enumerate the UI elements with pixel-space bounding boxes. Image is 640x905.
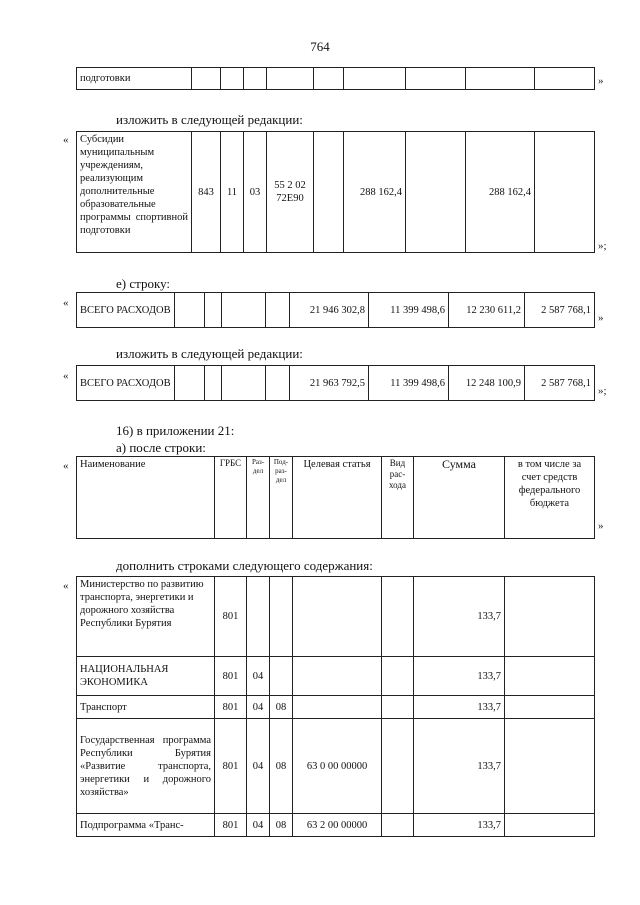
table-row: [77, 696, 595, 719]
cell-subsection: 08: [270, 696, 293, 719]
open-quote: «: [63, 134, 69, 146]
cell-amount: 2 587 768,1: [525, 293, 595, 328]
header-section: Раз-дел: [247, 457, 270, 539]
table-prev-row: [76, 67, 595, 90]
cell-name: Министерство по развитию транспорта, энергетики и дорожного хозяйства Республики Бурятия: [77, 577, 215, 657]
section-heading: 16) в приложении 21:: [116, 423, 235, 438]
header-sum: Сумма: [414, 457, 505, 539]
cell-name: НАЦИОНАЛЬНАЯ ЭКОНОМИКА: [77, 657, 215, 696]
header-target: Целевая статья: [293, 457, 382, 539]
cell-amount: 133,7: [414, 577, 505, 657]
close-quote: »: [598, 75, 604, 87]
cell-name: ВСЕГО РАСХОДОВ: [77, 366, 175, 401]
cell-grbs: 843: [192, 132, 221, 253]
close-quote: »;: [598, 240, 607, 252]
table-added-rows: [76, 576, 595, 837]
table-row: [77, 366, 595, 401]
cell-name: подготовки: [77, 68, 192, 90]
cell-amount: 133,7: [414, 814, 505, 837]
cell-amount-2: 288 162,4: [466, 132, 535, 253]
cell-name: Подпрограмма «Транс-: [77, 814, 215, 837]
open-quote: «: [63, 370, 69, 382]
cell-target: 55 2 02 72Е90: [267, 132, 314, 253]
cell-subsection: 03: [244, 132, 267, 253]
cell-amount: 133,7: [414, 657, 505, 696]
cell-grbs: 801: [215, 814, 247, 837]
open-quote: «: [63, 297, 69, 309]
instruction-text: а) после строки:: [116, 440, 206, 455]
cell-amount: 21 963 792,5: [290, 366, 369, 401]
header-name: Наименование: [77, 457, 215, 539]
cell-section: 11: [221, 132, 244, 253]
cell-amount: 12 230 611,2: [449, 293, 525, 328]
cell-section: 04: [247, 696, 270, 719]
close-quote: »;: [598, 385, 607, 397]
cell-amount: 133,7: [414, 719, 505, 814]
cell-name: Транспорт: [77, 696, 215, 719]
cell-grbs: 801: [215, 657, 247, 696]
cell-section: 04: [247, 719, 270, 814]
close-quote: »: [598, 520, 604, 532]
table-row: [77, 657, 595, 696]
open-quote: «: [63, 460, 69, 472]
cell-section: 04: [247, 657, 270, 696]
table-row: [77, 719, 595, 814]
cell-amount: 11 399 498,6: [369, 293, 449, 328]
table-row: [77, 814, 595, 837]
table-row: [77, 132, 595, 253]
table-header: [76, 456, 595, 539]
instruction-text: изложить в следующей редакции:: [116, 112, 303, 127]
table-row: [77, 293, 595, 328]
cell-section: 04: [247, 814, 270, 837]
cell-amount: 12 248 100,9: [449, 366, 525, 401]
cell-subsection: 08: [270, 719, 293, 814]
cell-subsection: 08: [270, 814, 293, 837]
cell-name: Субсидии муниципальным учреждениям, реализующим дополнительные образовательные программы спортивной подготовки: [77, 132, 192, 253]
cell-target: 63 2 00 00000: [293, 814, 382, 837]
instruction-text: дополнить строками следующего содержания:: [116, 558, 373, 573]
header-expense-type: Вид рас-хода: [382, 457, 414, 539]
instruction-text: е) строку:: [116, 276, 171, 291]
cell-amount: 21 946 302,8: [290, 293, 369, 328]
table-row: [77, 577, 595, 657]
cell-grbs: 801: [215, 719, 247, 814]
cell-amount: 288 162,4: [344, 132, 406, 253]
header-grbs: ГРБС: [215, 457, 247, 539]
cell-amount: 2 587 768,1: [525, 366, 595, 401]
header-subsection: Под-раз-дел: [270, 457, 293, 539]
cell-amount: 133,7: [414, 696, 505, 719]
table-row: [77, 68, 595, 90]
cell-amount: 11 399 498,6: [369, 366, 449, 401]
open-quote: «: [63, 580, 69, 592]
cell-name: ВСЕГО РАСХОДОВ: [77, 293, 175, 328]
table-total-old: [76, 292, 595, 328]
cell-grbs: 801: [215, 696, 247, 719]
cell-target: 63 0 00 00000: [293, 719, 382, 814]
page-number: 764: [310, 39, 330, 54]
table-total-new: [76, 365, 595, 401]
close-quote: »: [598, 312, 604, 324]
header-federal: в том числе за счет средств федерального бюджета: [505, 457, 595, 539]
cell-grbs: 801: [215, 577, 247, 657]
table-subsidy: [76, 131, 595, 253]
table-header-row: [77, 457, 595, 539]
instruction-text: изложить в следующей редакции:: [116, 346, 303, 361]
cell-name: Государственная программа Республики Бурятия «Развитие транспорта, энергетики и дорожного хозяйства»: [77, 719, 215, 814]
